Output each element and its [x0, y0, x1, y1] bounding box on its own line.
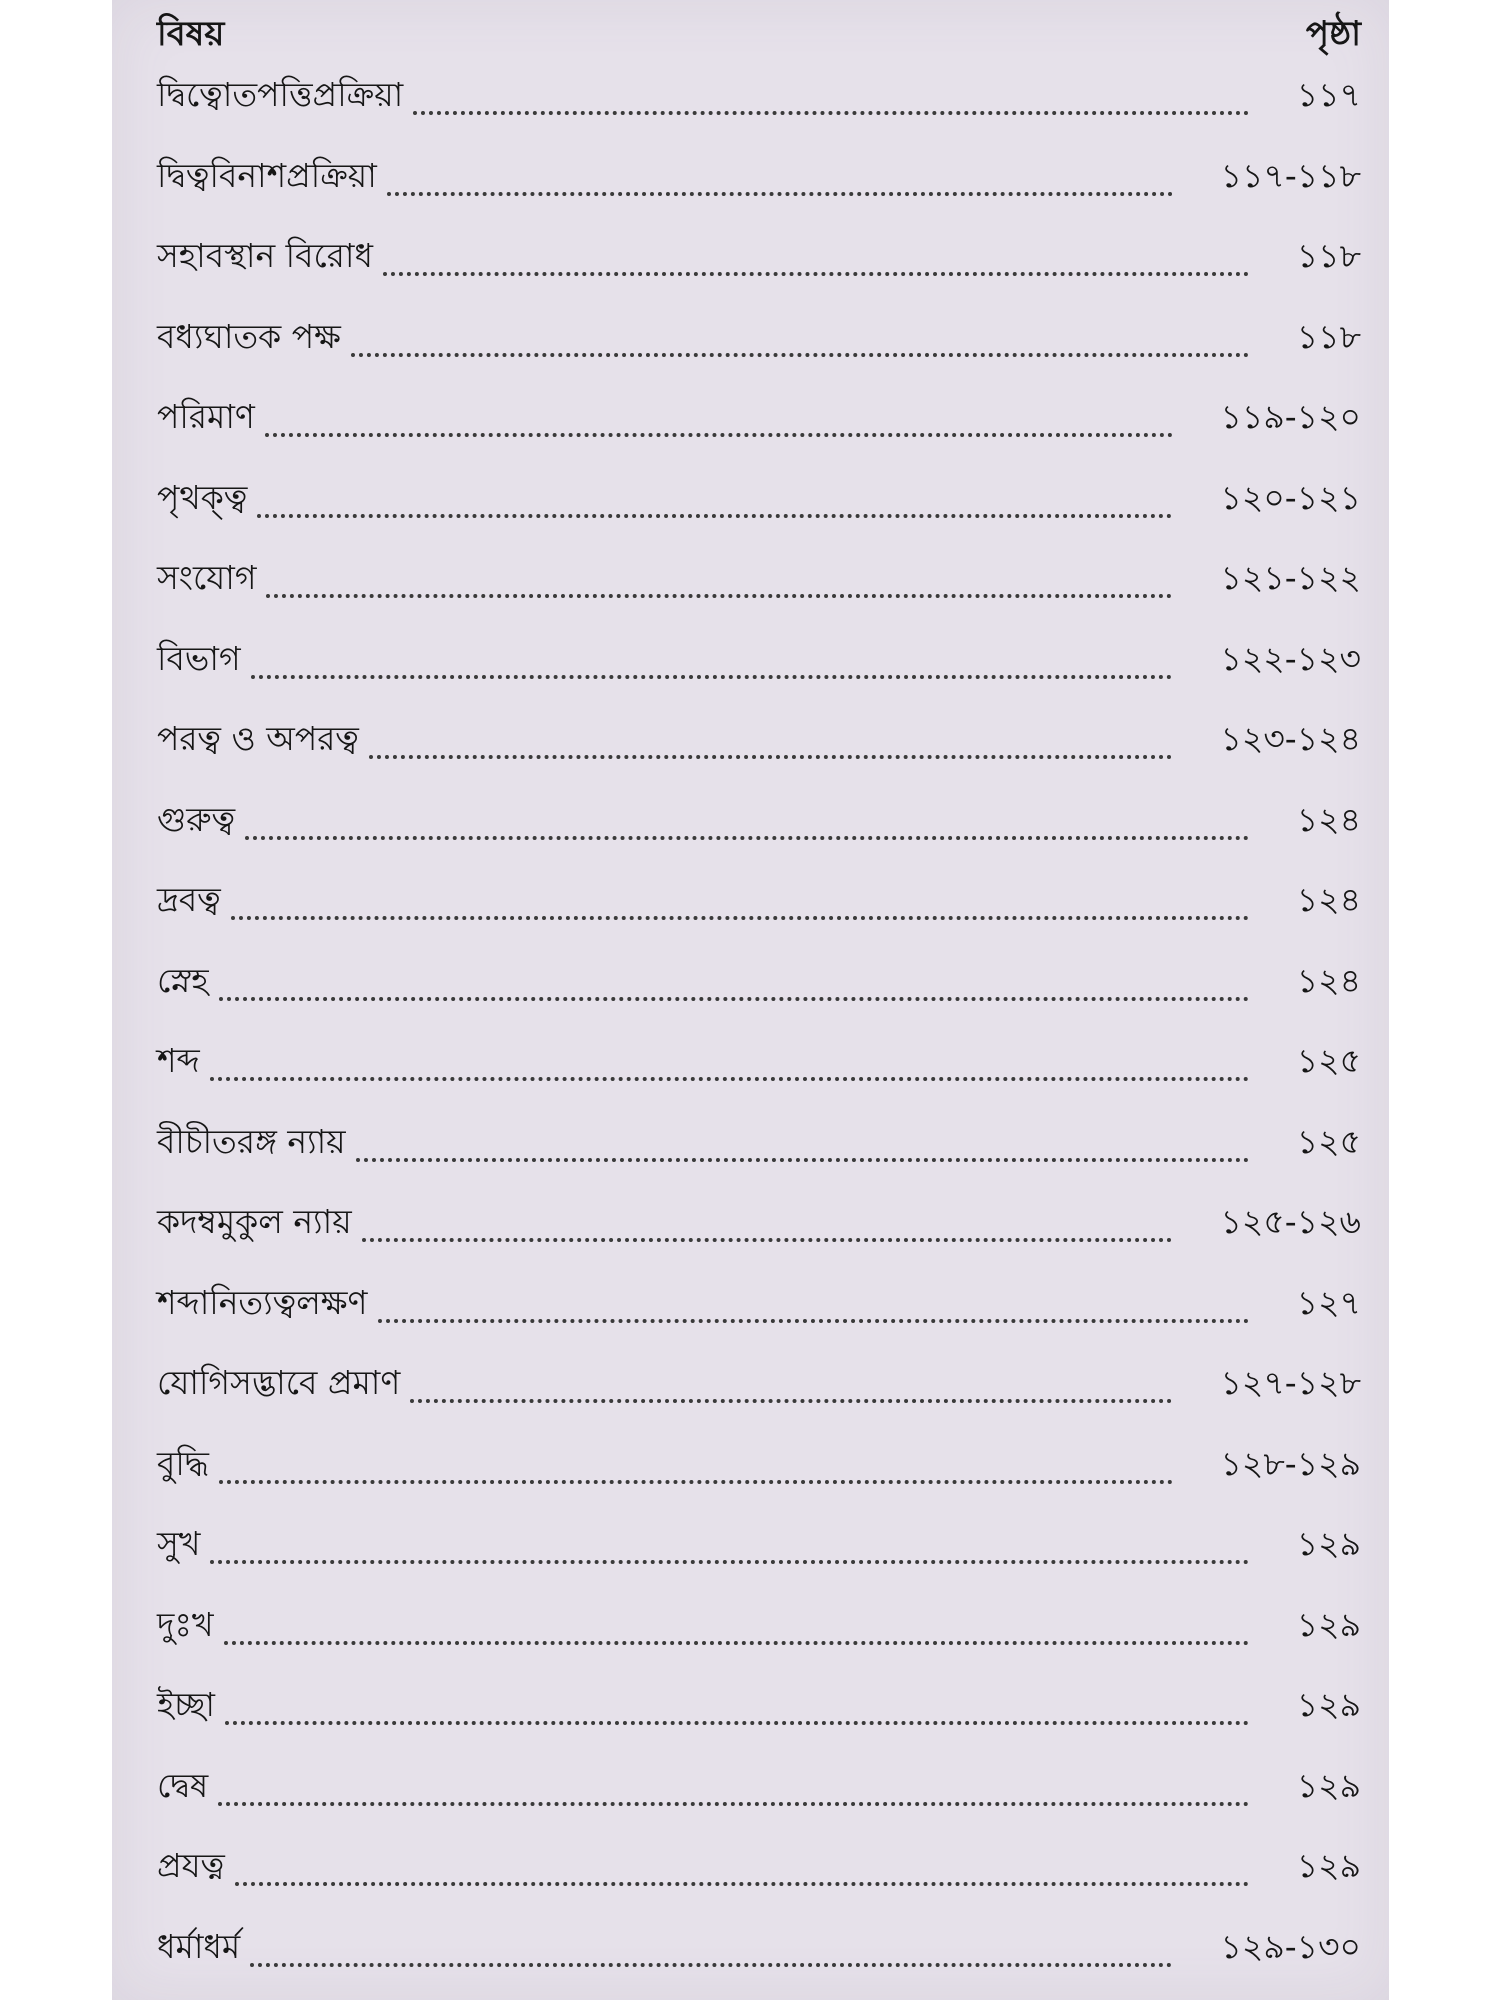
dot-leader: [265, 397, 1173, 437]
toc-entry-title: সংযোগ: [157, 558, 256, 598]
toc-entry-title: শব্দ: [157, 1041, 200, 1081]
toc-entry-title: পরিমাণ: [157, 397, 255, 437]
toc-entry-page: ১২৫: [1297, 1041, 1361, 1081]
toc-entry: [157, 1283, 1361, 1364]
dot-leader: [235, 1846, 1249, 1886]
toc-entry-page: ১২৭-১২৮: [1220, 1363, 1361, 1403]
toc-entry: [157, 1524, 1361, 1605]
toc-entry-title: পৃথক্ত্ব: [157, 478, 247, 518]
toc-entry-title: কদম্বমুকুল ন্যায়: [157, 1202, 352, 1242]
toc-entry-title: দ্বেষ: [157, 1766, 208, 1806]
toc-entry: [157, 800, 1361, 881]
toc-entry: [157, 880, 1361, 961]
toc-entry-page: ১২৪: [1297, 961, 1361, 1001]
dot-leader: [362, 1202, 1173, 1242]
toc-entry: [157, 961, 1361, 1042]
toc-entry-title: বুদ্ধি: [157, 1444, 209, 1484]
toc-entry: [157, 317, 1361, 398]
toc-entry-title: প্রযত্ন: [157, 1846, 225, 1886]
toc-entry: [157, 719, 1361, 800]
dot-leader: [356, 1122, 1249, 1162]
toc-entry-title: দ্বিত্বোতপত্তিপ্রক্রিয়া: [157, 75, 403, 115]
toc-entry: [157, 1605, 1361, 1686]
dot-leader: [250, 1927, 1172, 1967]
dot-leader: [219, 961, 1249, 1001]
toc-entry-page: ১২৯: [1297, 1766, 1361, 1806]
toc-entry-page: ১২৯: [1297, 1846, 1361, 1886]
toc-entry-page: ১২০-১২১: [1220, 478, 1361, 518]
toc-header: [157, 8, 1361, 58]
toc-entry: [157, 478, 1361, 559]
dot-leader: [210, 1041, 1249, 1081]
dot-leader: [218, 1766, 1249, 1806]
dot-leader: [410, 1363, 1172, 1403]
toc-entry-title: স্নেহ: [157, 961, 209, 1001]
toc-entry: [157, 397, 1361, 478]
table-of-contents: [157, 75, 1361, 2007]
toc-entry-page: ১১৮: [1297, 236, 1361, 276]
toc-entry-title: বধ্যঘাতক পক্ষ: [157, 317, 341, 357]
toc-entry: [157, 75, 1361, 156]
toc-entry-title: পরত্ব ও অপরত্ব: [157, 719, 359, 759]
dot-leader: [219, 1444, 1173, 1484]
toc-entry: [157, 1685, 1361, 1766]
toc-entry: [157, 1444, 1361, 1525]
toc-entry-title: যোগিসদ্ভাবে প্রমাণ: [157, 1363, 400, 1403]
toc-entry-page: ১২১-১২২: [1220, 558, 1361, 598]
toc-entry-page: ১২৯: [1297, 1524, 1361, 1564]
dot-leader: [257, 478, 1172, 518]
toc-entry-page: ১১৭: [1297, 75, 1361, 115]
toc-entry-title: দুঃখ: [157, 1605, 214, 1645]
toc-entry: [157, 639, 1361, 720]
toc-entry-title: ধর্মাধর্ম: [157, 1927, 240, 1967]
toc-entry: [157, 558, 1361, 639]
toc-entry-page: ১১৮: [1297, 317, 1361, 357]
subject-column-label: বিষয়: [157, 8, 224, 65]
toc-entry-title: সহাবস্থান বিরোধ: [157, 236, 373, 276]
toc-entry-title: গুরুত্ব: [157, 800, 235, 840]
toc-entry-page: ১১৭-১১৮: [1221, 156, 1361, 196]
dot-leader: [378, 1283, 1249, 1323]
toc-entry-title: বিভাগ: [157, 639, 241, 679]
dot-leader: [210, 1524, 1248, 1564]
toc-entry-page: ১২৩-১২৪: [1220, 719, 1361, 759]
toc-entry: [157, 1766, 1361, 1847]
toc-entry-title: দ্বিত্ববিনাশপ্রক্রিয়া: [157, 156, 377, 196]
dot-leader: [413, 75, 1248, 115]
toc-entry-page: ১২৯: [1297, 1685, 1361, 1725]
toc-entry-page: ১২৯-১৩০: [1220, 1927, 1361, 1967]
dot-leader: [231, 880, 1249, 920]
toc-entry: [157, 1122, 1361, 1203]
toc-entry-title: শব্দানিত্যত্বলক্ষণ: [157, 1283, 368, 1323]
toc-entry-page: ১২৮-১২৯: [1221, 1444, 1361, 1484]
toc-entry-title: দ্রবত্ব: [157, 880, 221, 920]
toc-entry-title: বীচীতরঙ্গ ন্যায়: [157, 1122, 346, 1162]
dot-leader: [387, 156, 1173, 196]
dot-leader: [225, 1685, 1249, 1725]
toc-entry-page: ১২২-১২৩: [1220, 639, 1361, 679]
toc-entry: [157, 156, 1361, 237]
toc-entry-page: ১২৯: [1297, 1605, 1361, 1645]
toc-entry: [157, 1846, 1361, 1927]
toc-entry-title: ইচ্ছা: [157, 1685, 215, 1725]
dot-leader: [251, 639, 1173, 679]
toc-entry: [157, 1202, 1361, 1283]
book-page: [112, 0, 1389, 2000]
dot-leader: [369, 719, 1173, 759]
toc-entry: [157, 1927, 1361, 2007]
toc-entry-page: ১২৫: [1297, 1122, 1361, 1162]
toc-entry: [157, 1041, 1361, 1122]
toc-entry-page: ১২৭: [1297, 1283, 1361, 1323]
dot-leader: [266, 558, 1172, 598]
dot-leader: [224, 1605, 1249, 1645]
toc-entry-title: সুখ: [157, 1524, 200, 1564]
toc-entry-page: ১২৪: [1297, 880, 1361, 920]
toc-entry-page: ১২৫-১২৬: [1220, 1202, 1361, 1242]
dot-leader: [383, 236, 1249, 276]
toc-entry-page: ১২৪: [1297, 800, 1361, 840]
toc-entry: [157, 1363, 1361, 1444]
dot-leader: [351, 317, 1249, 357]
toc-entry-page: ১১৯-১২০: [1221, 397, 1361, 437]
page-column-label: পৃষ্ঠা: [1306, 8, 1361, 65]
dot-leader: [245, 800, 1249, 840]
toc-entry: [157, 236, 1361, 317]
